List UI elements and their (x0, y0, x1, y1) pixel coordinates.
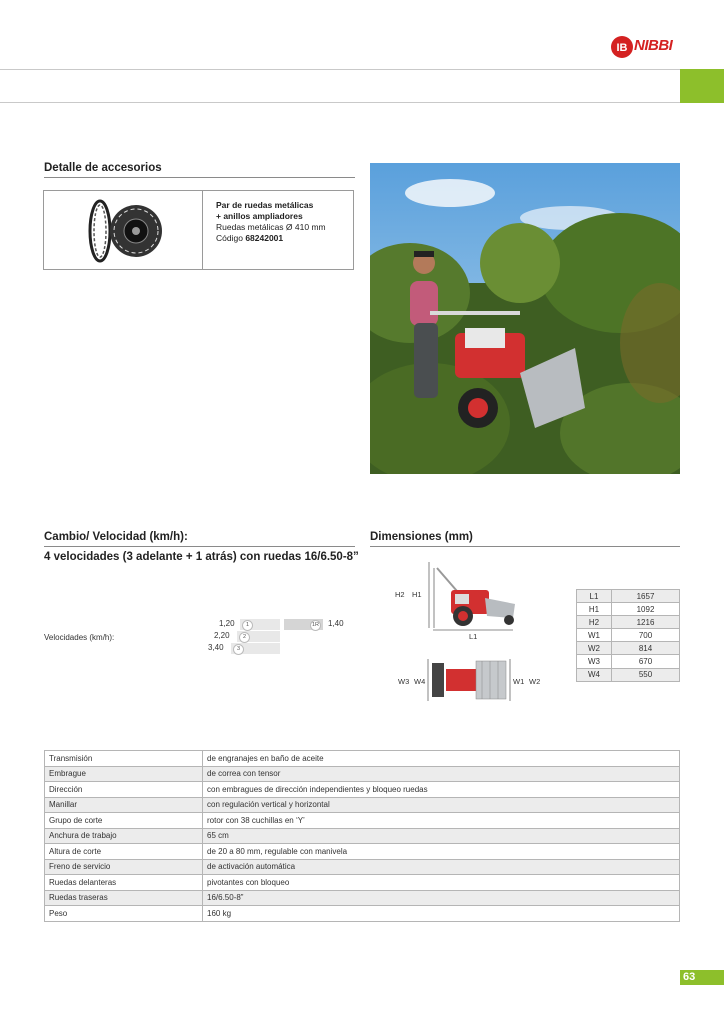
top-view-diagram (426, 657, 512, 703)
dimension-key: L1 (577, 590, 612, 603)
side-view-diagram (425, 560, 520, 632)
speed-title: Cambio/ Velocidad (km/h): (44, 531, 188, 543)
logo-emblem-icon (610, 34, 636, 60)
spec-row (45, 890, 680, 906)
accessory-title-line1: Par de ruedas metálicas (216, 200, 314, 210)
spec-row (45, 813, 680, 829)
spec-key: Dirección (45, 782, 203, 798)
spec-value: pivotantes con bloqueo (203, 875, 680, 891)
spec-row (45, 766, 680, 782)
spec-key: Embrague (45, 766, 203, 782)
spec-value: 16/6.50-8” (203, 890, 680, 906)
spec-row (45, 844, 680, 860)
accessories-rule (44, 177, 355, 178)
accessory-code-label: Código (216, 233, 243, 243)
spec-key: Anchura de trabajo (45, 828, 203, 844)
dimension-value: 670 (612, 655, 680, 668)
accessory-code: 68242001 (245, 233, 284, 243)
speed-value-1: 1,20 (219, 619, 235, 628)
page-number: 63 (680, 970, 724, 985)
accessory-box (43, 190, 354, 270)
spec-value: de engranajes en baño de aceite (203, 751, 680, 767)
speed-value-2: 2,20 (214, 631, 230, 640)
gear-badge-2: 2 (239, 632, 250, 643)
metal-wheels-image (78, 195, 168, 265)
spec-value: de activación automática (203, 859, 680, 875)
dim-label-w3: W3 (398, 677, 410, 686)
dimensions-rule (370, 546, 680, 547)
spec-key: Transmisión (45, 751, 203, 767)
dimension-key: W1 (577, 629, 612, 642)
spec-value: de 20 a 80 mm, regulable con manivela (203, 844, 680, 860)
dimension-key: H2 (577, 616, 612, 629)
spec-value: rotor con 38 cuchillas en ‘Y’ (203, 813, 680, 829)
spec-row (45, 828, 680, 844)
dimension-value: 814 (612, 642, 680, 655)
dimensions-title: Dimensiones (mm) (370, 531, 473, 543)
dim-label-w4: W4 (414, 677, 426, 686)
accessory-description (216, 200, 351, 244)
dimension-row (577, 616, 680, 629)
spec-value: de correa con tensor (203, 766, 680, 782)
spec-value: con regulación vertical y horizontal (203, 797, 680, 813)
spec-row (45, 875, 680, 891)
spec-row (45, 859, 680, 875)
spec-row (45, 782, 680, 798)
spec-row (45, 906, 680, 922)
dimension-value: 1657 (612, 590, 680, 603)
dimension-key: H1 (577, 603, 612, 616)
accessory-desc: Ruedas metálicas Ø 410 mm (216, 222, 326, 232)
dimension-key: W2 (577, 642, 612, 655)
product-photo (370, 163, 680, 474)
dimension-value: 550 (612, 668, 680, 681)
dimension-row (577, 642, 680, 655)
spec-key: Ruedas delanteras (45, 875, 203, 891)
dimension-row (577, 655, 680, 668)
spec-key: Manillar (45, 797, 203, 813)
accessory-divider (202, 191, 203, 270)
spec-row (45, 797, 680, 813)
dimensions-table (576, 589, 680, 682)
spec-row (45, 751, 680, 767)
speed-subtitle: 4 velocidades (3 adelante + 1 atrás) con ruedas 16/6.50-8” (44, 551, 359, 563)
speed-row-label: Velocidades (km/h): (44, 633, 115, 642)
spec-value: con embragues de dirección independientes y bloqueo ruedas (203, 782, 680, 798)
logo-text: NIBBI (634, 37, 673, 54)
dimension-row (577, 668, 680, 681)
dimension-row (577, 590, 680, 603)
speed-rule (44, 546, 355, 547)
spec-value: 65 cm (203, 828, 680, 844)
dim-label-w1: W1 (513, 677, 525, 686)
dim-label-h1: H1 (412, 590, 422, 599)
brand-logo (610, 34, 682, 60)
accessories-title: Detalle de accesorios (44, 162, 162, 174)
dimension-value: 700 (612, 629, 680, 642)
dimension-value: 1216 (612, 616, 680, 629)
dim-label-h2: H2 (395, 590, 405, 599)
specs-table (44, 750, 680, 922)
svg-text:IB: IB (616, 42, 628, 54)
spec-key: Freno de servicio (45, 859, 203, 875)
dim-label-w2: W2 (529, 677, 541, 686)
dimension-key: W3 (577, 655, 612, 668)
accessory-title-line2: + anillos ampliadores (216, 211, 303, 221)
speed-value-reverse: 1,40 (328, 619, 344, 628)
green-tab (680, 69, 724, 103)
spec-value: 160 kg (203, 906, 680, 922)
spec-key: Peso (45, 906, 203, 922)
dimension-value: 1092 (612, 603, 680, 616)
dim-label-l1: L1 (469, 632, 478, 641)
spec-key: Grupo de corte (45, 813, 203, 829)
gear-badge-3: 3 (233, 644, 244, 655)
gear-badge-1: 1 (242, 620, 253, 631)
dimension-row (577, 603, 680, 616)
dimension-key: W4 (577, 668, 612, 681)
spec-key: Altura de corte (45, 844, 203, 860)
spec-key: Ruedas traseras (45, 890, 203, 906)
gear-badge-reverse: 1R (310, 620, 321, 631)
header-rule-top (0, 69, 680, 70)
dimension-row (577, 629, 680, 642)
header-rule-bottom (0, 102, 680, 103)
speed-value-3: 3,40 (208, 643, 224, 652)
